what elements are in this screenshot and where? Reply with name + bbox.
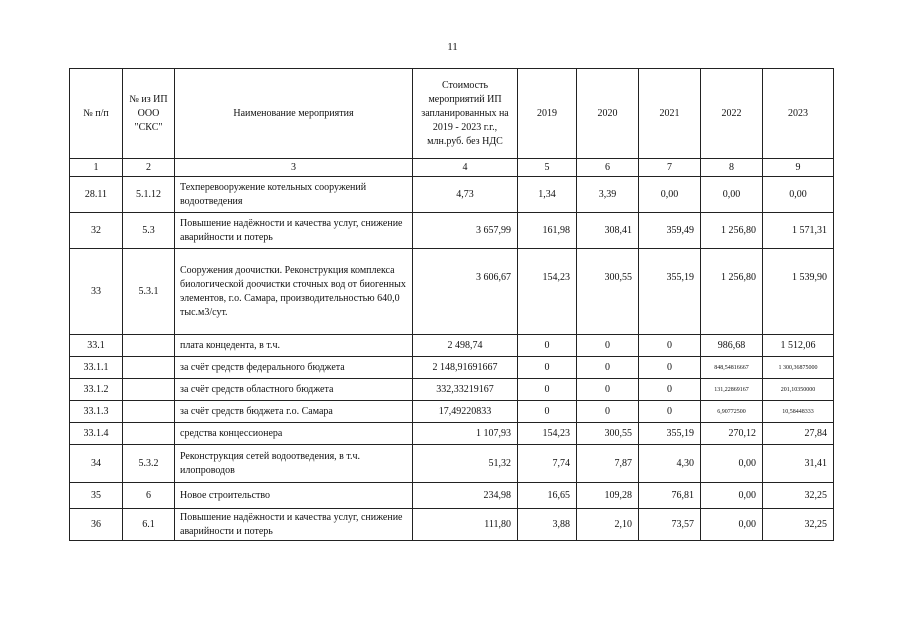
row-cost: 3 606,67: [413, 249, 518, 335]
row-2019: 0: [518, 335, 577, 357]
row-2022: 270,12: [701, 423, 763, 445]
row-2021: 76,81: [639, 483, 701, 509]
row-2022: 0,00: [701, 483, 763, 509]
row-2023: 32,25: [763, 483, 834, 509]
row-ip-number: [123, 423, 175, 445]
row-2020: 0: [577, 379, 639, 401]
column-number: 7: [639, 159, 701, 177]
row-2020: 109,28: [577, 483, 639, 509]
row-name: плата концедента, в т.ч.: [175, 335, 413, 357]
row-2022: 1 256,80: [701, 213, 763, 249]
row-2023: 1 512,06: [763, 335, 834, 357]
row-2022: 1 256,80: [701, 249, 763, 335]
row-num: 33: [70, 249, 123, 335]
row-2022: 848,54816667: [701, 357, 763, 379]
column-number: 5: [518, 159, 577, 177]
table-row: [70, 423, 834, 445]
row-2022: 6,90772500: [701, 401, 763, 423]
row-2022: 0,00: [701, 177, 763, 213]
row-2023: 10,58448333: [763, 401, 834, 423]
row-2019: 154,23: [518, 249, 577, 335]
column-number: 9: [763, 159, 834, 177]
row-2019: 16,65: [518, 483, 577, 509]
row-name: Реконструкция сетей водоотведения, в т.ч. илопроводов: [175, 445, 413, 483]
row-num: 33.1.3: [70, 401, 123, 423]
row-num: 32: [70, 213, 123, 249]
row-2020: 3,39: [577, 177, 639, 213]
row-ip-number: [123, 335, 175, 357]
row-cost: 234,98: [413, 483, 518, 509]
row-ip-number: [123, 379, 175, 401]
row-2020: 2,10: [577, 509, 639, 541]
table-row: [70, 335, 834, 357]
row-2020: 0: [577, 357, 639, 379]
row-2023: 1 571,31: [763, 213, 834, 249]
header-row: [70, 69, 834, 159]
row-name: Повышение надёжности и качества услуг, снижение аварийности и потерь: [175, 509, 413, 541]
row-2021: 0,00: [639, 177, 701, 213]
row-2019: 0: [518, 357, 577, 379]
row-num: 33.1: [70, 335, 123, 357]
table-row: [70, 483, 834, 509]
row-2022: 0,00: [701, 445, 763, 483]
row-name: средства концессионера: [175, 423, 413, 445]
row-name: за счёт средств областного бюджета: [175, 379, 413, 401]
column-number: 3: [175, 159, 413, 177]
row-2021: 359,49: [639, 213, 701, 249]
row-2022: 0,00: [701, 509, 763, 541]
row-2019: 154,23: [518, 423, 577, 445]
row-2020: 0: [577, 335, 639, 357]
row-cost: 51,32: [413, 445, 518, 483]
row-cost: 3 657,99: [413, 213, 518, 249]
row-2019: 7,74: [518, 445, 577, 483]
row-num: 33.1.1: [70, 357, 123, 379]
row-2021: 0: [639, 335, 701, 357]
row-2019: 0: [518, 401, 577, 423]
row-2023: 31,41: [763, 445, 834, 483]
column-number: 8: [701, 159, 763, 177]
row-ip-number: 5.3.1: [123, 249, 175, 335]
row-2019: 161,98: [518, 213, 577, 249]
table-row: [70, 379, 834, 401]
column-number: 4: [413, 159, 518, 177]
row-2019: 0: [518, 379, 577, 401]
row-ip-number: 5.1.12: [123, 177, 175, 213]
row-name: Повышение надёжности и качества услуг, снижение аварийности и потерь: [175, 213, 413, 249]
table-row: [70, 249, 834, 335]
column-number: 2: [123, 159, 175, 177]
row-ip-number: 6: [123, 483, 175, 509]
header-2019: 2019: [518, 69, 577, 159]
row-2023: 32,25: [763, 509, 834, 541]
row-cost: 1 107,93: [413, 423, 518, 445]
row-cost: 17,49220833: [413, 401, 518, 423]
row-ip-number: 5.3: [123, 213, 175, 249]
row-ip-number: 6.1: [123, 509, 175, 541]
row-ip-number: [123, 401, 175, 423]
header-2023: 2023: [763, 69, 834, 159]
row-2019: 3,88: [518, 509, 577, 541]
row-name: за счёт средств бюджета г.о. Самара: [175, 401, 413, 423]
row-name: Сооружения доочистки. Реконструкция комплекса биологической доочистки сточных вод от биогенных элементов, г.о. Самара, производительностью 640,0 тыс.м3/сут.: [175, 249, 413, 335]
row-cost: 4,73: [413, 177, 518, 213]
row-2021: 355,19: [639, 249, 701, 335]
row-2023: 27,84: [763, 423, 834, 445]
row-name: Новое строительство: [175, 483, 413, 509]
header-2022: 2022: [701, 69, 763, 159]
row-2020: 308,41: [577, 213, 639, 249]
table-row: [70, 213, 834, 249]
row-num: 28.11: [70, 177, 123, 213]
row-name: за счёт средств федерального бюджета: [175, 357, 413, 379]
row-2021: 0: [639, 357, 701, 379]
row-name: Техперевооружение котельных сооружений водоотведения: [175, 177, 413, 213]
column-number: 1: [70, 159, 123, 177]
header-2020: 2020: [577, 69, 639, 159]
row-2023: 1 300,36875000: [763, 357, 834, 379]
row-2021: 0: [639, 379, 701, 401]
row-2021: 355,19: [639, 423, 701, 445]
row-ip-number: 5.3.2: [123, 445, 175, 483]
row-2022: 986,68: [701, 335, 763, 357]
row-num: 36: [70, 509, 123, 541]
row-num: 33.1.2: [70, 379, 123, 401]
investment-table: [69, 68, 834, 541]
header-2021: 2021: [639, 69, 701, 159]
row-2023: 1 539,90: [763, 249, 834, 335]
column-number: 6: [577, 159, 639, 177]
header-num: № п/п: [70, 69, 123, 159]
row-cost: 2 498,74: [413, 335, 518, 357]
table-row: [70, 509, 834, 541]
header-ip-number: № из ИП ООО "СКС": [123, 69, 175, 159]
row-2021: 0: [639, 401, 701, 423]
row-2020: 7,87: [577, 445, 639, 483]
page-number: 11: [447, 41, 458, 53]
row-2021: 4,30: [639, 445, 701, 483]
row-2021: 73,57: [639, 509, 701, 541]
row-cost: 332,33219167: [413, 379, 518, 401]
column-number-row: [70, 159, 834, 177]
header-name: Наименование мероприятия: [175, 69, 413, 159]
row-num: 35: [70, 483, 123, 509]
row-2020: 300,55: [577, 249, 639, 335]
row-2020: 300,55: [577, 423, 639, 445]
header-cost: Стоимость мероприятий ИП запланированных на 2019 - 2023 г.г., млн.руб. без НДС: [413, 69, 518, 159]
table-row: [70, 177, 834, 213]
table-row: [70, 401, 834, 423]
row-2023: 201,10350000: [763, 379, 834, 401]
row-cost: 111,80: [413, 509, 518, 541]
row-2020: 0: [577, 401, 639, 423]
row-num: 34: [70, 445, 123, 483]
table-row: [70, 445, 834, 483]
row-2019: 1,34: [518, 177, 577, 213]
table-row: [70, 357, 834, 379]
row-ip-number: [123, 357, 175, 379]
row-cost: 2 148,91691667: [413, 357, 518, 379]
row-2022: 131,22869167: [701, 379, 763, 401]
row-num: 33.1.4: [70, 423, 123, 445]
row-2023: 0,00: [763, 177, 834, 213]
